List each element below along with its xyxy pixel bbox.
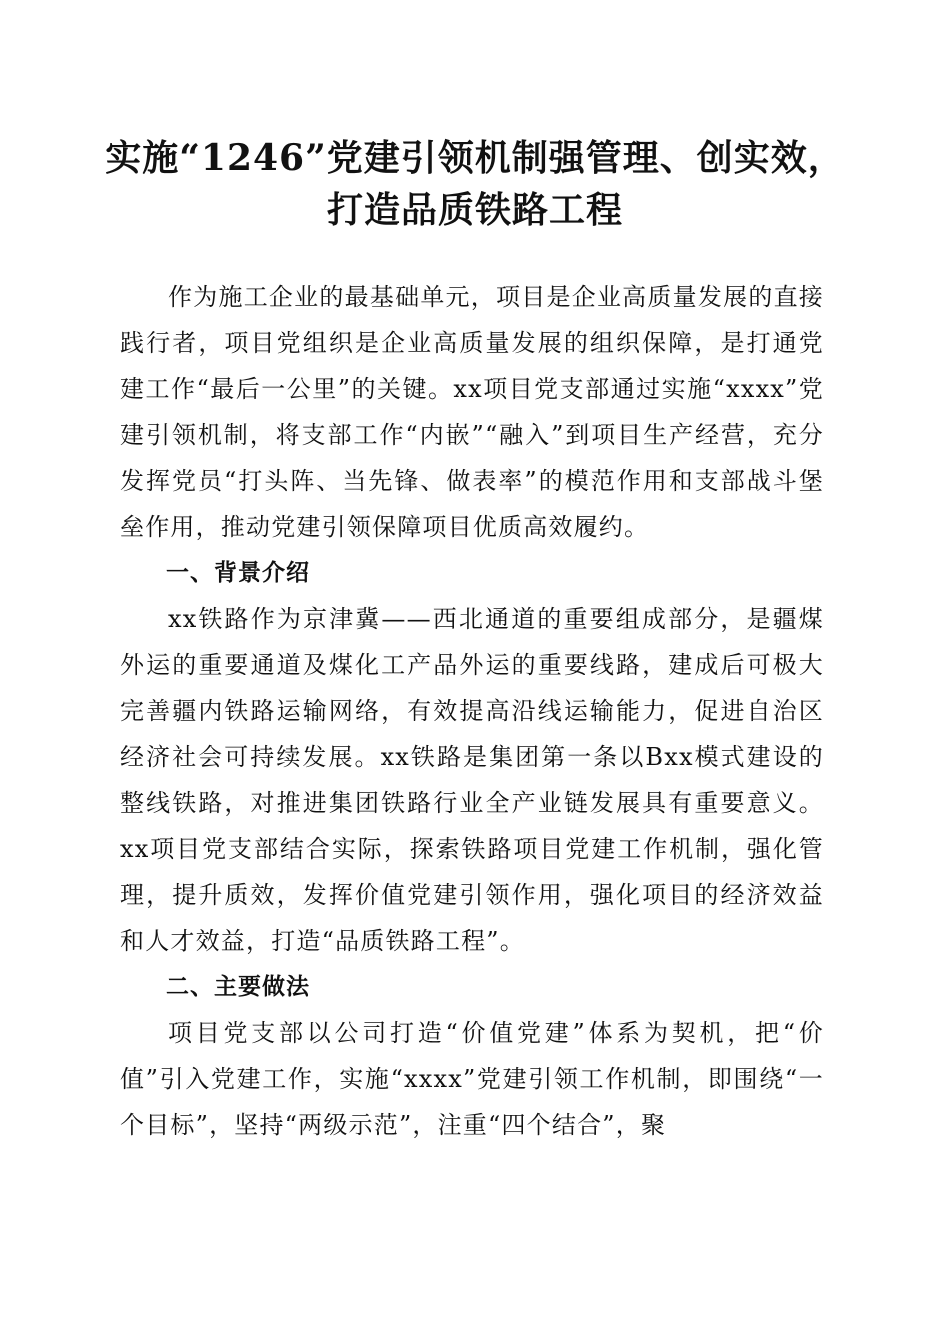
- section-1-paragraph: xx铁路作为京津冀——西北通道的重要组成部分，是疆煤外运的重要通道及煤化工产品外运的重要线路，建成后可极大完善疆内铁路运输网络，有效提高沿线运输能力，促进自治区经济社会可持续发展。xx铁路是集团第一条以Bxx模式建设的整线铁路，对推进集团铁路行业全产业链发展具有重要意义。xx项目党支部结合实际，探索铁路项目党建工作机制，强化管理，提升质效，发挥价值党建引领作用，强化项目的经济效益和人才效益，打造“品质铁路工程”。: [120, 605, 824, 955]
- intro-paragraph: 作为施工企业的最基础单元，项目是企业高质量发展的直接践行者，项目党组织是企业高质量发展的组织保障，是打通党建工作“最后一公里”的关键。xx项目党支部通过实施“xxxx”党建引领机制，将支部工作“内嵌”“融入”到项目生产经营，充分发挥党员“打头阵、当先锋、做表率”的模范作用和支部战斗堡垒作用，推动党建引领保障项目优质高效履约。: [120, 283, 824, 541]
- title-line-1: 实施“1246”党建引领机制强管理、创实效，: [105, 137, 845, 179]
- section-1-heading: 一、背景介绍: [166, 560, 310, 586]
- document-title: [60, 132, 890, 236]
- section-2-heading: 二、主要做法: [166, 974, 310, 1000]
- section-2-paragraph: 项目党支部以公司打造“价值党建”体系为契机，把“价值”引入党建工作，实施“xxxx”党建引领工作机制，即围绕“一个目标”，坚持“两级示范”，注重“四个结合”，聚: [120, 1019, 824, 1139]
- document-body: [120, 274, 824, 1148]
- title-line-2: 打造品质铁路工程: [326, 189, 623, 231]
